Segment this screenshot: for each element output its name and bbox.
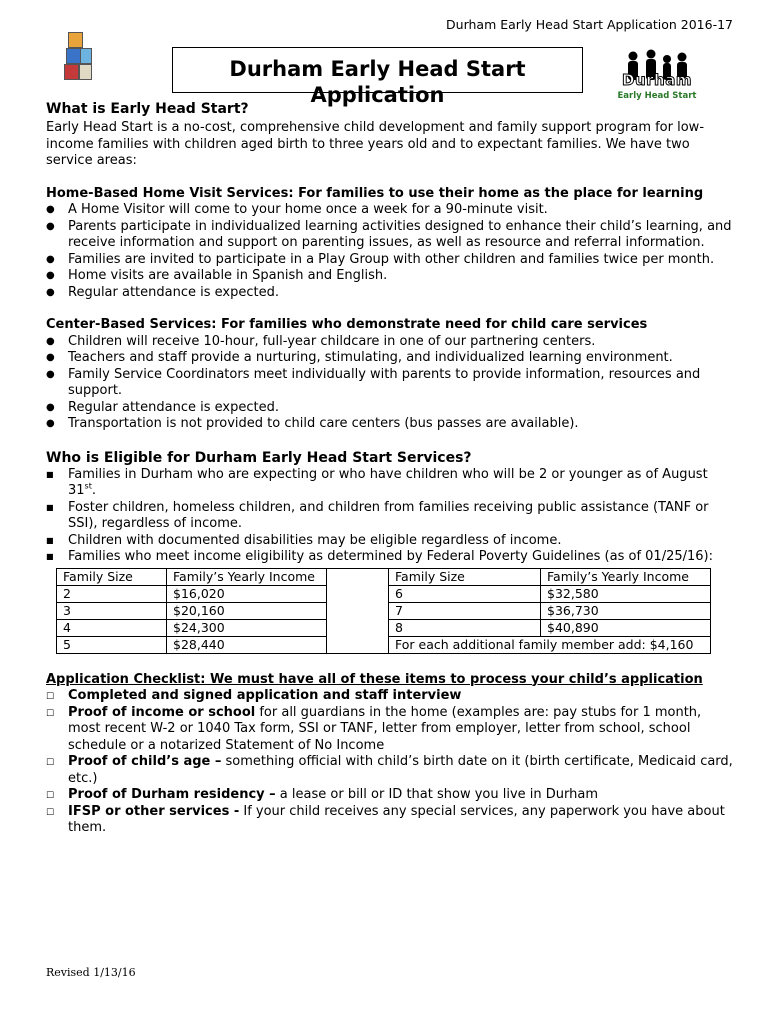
list-item: ● Regular attendance is expected. [46,284,279,300]
what-heading: What is Early Head Start? [46,101,249,117]
center-based-heading: Center-Based Services: For families who demonstrate need for child care services [46,317,648,332]
bullet-icon: ● [46,418,55,429]
list-item: ■ Foster children, homeless children, and children from families receiving public assistance (TANF or SSI), regardless of income. [46,499,709,531]
list-item: ■ Families in Durham who are expecting or who have children who will be 2 or younger as of August 31st. [46,466,708,498]
center-based-list [46,334,736,433]
bullet-icon: ● [46,368,55,380]
bullet-icon: ● [46,220,55,232]
block-icon [68,32,83,48]
bullet-icon: ● [46,335,55,347]
checklist-item: ☐ Proof of child’s age – something official with child’s birth date on it (birth certificate, Medicaid card, etc.) [46,754,733,786]
checklist-item: ☐ Completed and signed application and staff interview [46,688,736,705]
square-bullet-icon: ■ [46,535,54,545]
square-bullet-icon: ■ [46,552,54,561]
page-title: Durham Early Head Start Application [229,57,526,107]
square-bullet-icon: ■ [46,502,54,512]
list-item: ● Children will receive 10-hour, full-year childcare in one of our partnering centers. [46,333,596,349]
checklist-item: ☐ Proof of Durham residency – a lease or bill or ID that show you live in Durham [46,787,736,804]
table-row: 3 $20,160 7 $36,730 [57,602,711,619]
list-item: ● Parents participate in individualized learning activities designed to enhance their child’s learning, and receive information and support on parenting issues, as well as resource and referral information. [46,218,732,250]
abc-blocks-logo [64,30,94,82]
list-item: ■ Families who meet income eligibility as determined by Federal Poverty Guidelines (as of 01/25/16): [46,549,713,564]
checklist-item: ☐ Proof of income or school for all guardians in the home (examples are: pay stubs for 1 month, most recent W-2 or 1040 Tax form, SSI or TANF, letter from employer, letter from school, school schedule or a notarized Statement of No Income [46,704,702,753]
eligible-list [46,467,736,566]
list-item: ● Family Service Coordinators meet individually with parents to provide information, resources and support. [46,366,701,398]
page-content [46,100,736,837]
checkbox-icon: ☐ [46,791,55,801]
home-based-heading: Home-Based Home Visit Services: For families to use their home as the place for learning [46,185,704,201]
checkbox-icon: ☐ [46,692,55,702]
list-item: ■ Children with documented disabilities may be eligible regardless of income. [46,532,562,548]
table-row: 2 $16,020 6 $32,580 [57,585,711,602]
table-row: Family Size Family’s Yearly Income Family Size Family’s Yearly Income [57,568,711,585]
list-item: ● Transportation is not provided to child care centers (bus passes are available). [46,416,579,431]
income-table [56,568,711,654]
durham-ehs-logo [615,50,699,100]
bullet-icon: ● [46,352,55,363]
checkbox-icon: ☐ [46,708,55,719]
bullet-icon: ● [46,286,55,298]
list-item: ● A Home Visitor will come to your home once a week for a 90-minute visit. [46,202,548,217]
bullet-icon: ● [46,253,55,265]
block-icon [79,64,92,80]
block-icon [80,48,92,64]
running-header: Durham Early Head Start Application 2016-17 [446,17,733,32]
eligible-heading: Who is Eligible for Durham Early Head Start Services? [46,449,472,466]
what-intro: Early Head Start is a no-cost, comprehensive child development and family support program for low-income families with children aged birth to three years old and to expectant families. We have two service areas: [46,120,705,168]
list-item: ● Teachers and staff provide a nurturing, stimulating, and individualized learning environment. [46,350,673,365]
home-based-list [46,202,736,301]
bullet-icon: ● [46,401,55,413]
list-item: ● Regular attendance is expected. [46,399,279,415]
block-icon [64,64,79,80]
title-box [172,47,583,107]
checklist-heading: Application Checklist: We must have all of these items to process your child’s application [46,671,703,687]
bullet-icon: ● [46,270,55,281]
block-icon [66,48,81,64]
logo-subtitle: Early Head Start [617,91,697,101]
table-row: 4 $24,300 8 $40,890 [57,619,711,636]
list-item: ● Families are invited to participate in a Play Group with other children and families twice per month. [46,251,715,267]
bullet-icon: ● [46,204,55,215]
logo-name: Durham [622,71,692,89]
checklist [46,688,736,837]
checkbox-icon: ☐ [46,758,55,768]
square-bullet-icon: ■ [46,469,54,479]
checklist-item: ☐ IFSP or other services - If your child receives any special services, any paperwork you have about them. [46,803,725,835]
table-row: 5 $28,440 For each additional family member add: $4,160 [57,636,711,653]
list-item: ● Home visits are available in Spanish and English. [46,268,388,283]
checkbox-icon: ☐ [46,807,55,818]
revised-footer: Revised 1/13/16 [46,966,136,979]
